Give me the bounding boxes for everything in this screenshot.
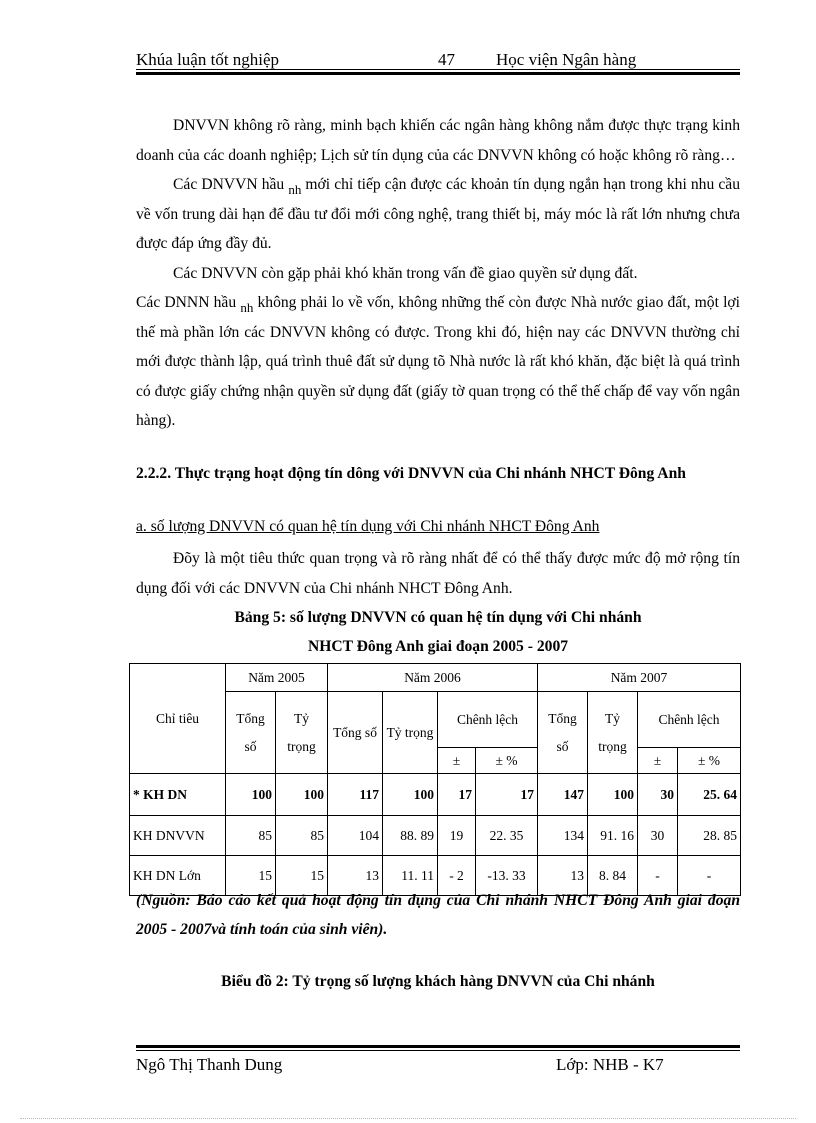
footer-rule-thin (136, 1050, 740, 1051)
paragraph-4 (136, 288, 740, 436)
cell: 19 (438, 816, 476, 856)
cell: 85 (226, 816, 276, 856)
p4-start: Các DNNN hầu (136, 294, 241, 311)
p2-end: mới chỉ tiếp cận được các khoản tín dụng ngắn hạn trong khi nhu cầu về vốn trung dài hạn để đầu tư đổi mới công nghệ, trang thiết bị, máy móc là rất lớn nhưng chưa được đáp ứng đầy đủ. (136, 176, 740, 252)
header-left: Khúa luận tốt nghiệp (136, 50, 280, 69)
cell: 30 (638, 774, 678, 816)
footer-class: Lớp: NHB - K7 (556, 1055, 664, 1074)
p2-start: Các DNVVN hầu (173, 176, 289, 193)
paragraph-2 (136, 170, 740, 259)
header-right: Học viện Ngân hàng (496, 50, 637, 69)
cell: 17 (438, 774, 476, 816)
header-tong-so: Tổng số (328, 692, 383, 774)
cell: 100 (226, 774, 276, 816)
row-label: * KH DN (130, 774, 226, 816)
cell: 17 (476, 774, 538, 816)
paragraph-5: Đõy là một tiêu thức quan trọng và rõ ràng nhất để có thể thấy được mức độ mở rộng tín dụng đối với các DNVVN của Chi nhánh NHCT Đông Anh. (136, 550, 740, 597)
table-row (130, 774, 741, 816)
table-caption (136, 603, 740, 661)
cell: 91. 16 (588, 816, 638, 856)
row-label: KH DNVVN (130, 816, 226, 856)
header-year-2006: Năm 2006 (328, 664, 538, 692)
cell: 100 (588, 774, 638, 816)
cell: 15 (276, 856, 328, 896)
header-ty-trong: Tỷ trọng (588, 692, 638, 774)
header-pm: ± (438, 748, 476, 774)
cell: 25. 64 (678, 774, 741, 816)
header-chi-tieu: Chỉ tiêu (130, 664, 226, 774)
table-caption-line2: NHCT Đông Anh giai đoạn 2005 - 2007 (307, 638, 569, 655)
cell: 100 (276, 774, 328, 816)
cell: 13 (328, 856, 383, 896)
cell: 15 (226, 856, 276, 896)
footer-rule-thick (136, 1045, 740, 1048)
header-year-2005: Năm 2005 (226, 664, 328, 692)
cell: - (638, 856, 678, 896)
header-ty-trong: Tỷ trọng (276, 692, 328, 774)
section-heading: 2.2.2. Thực trạng hoạt động tín dông với DNVVN của Chi nhánh NHCT Đông Anh (136, 465, 686, 482)
row-label: KH DN Lớn (130, 856, 226, 896)
cell: -13. 33 (476, 856, 538, 896)
cell: 13 (538, 856, 588, 896)
cell: 85 (276, 816, 328, 856)
cell: 22. 35 (476, 816, 538, 856)
cell: 147 (538, 774, 588, 816)
cell: 8. 84 (588, 856, 638, 896)
paragraph-5-wrap (136, 544, 740, 603)
table-caption-line1: Bảng 5: số lượng DNVVN có quan hệ tín dụng với Chi nhánh (234, 609, 642, 626)
cell: 11. 11 (383, 856, 438, 896)
p2-small: nh (288, 182, 302, 197)
p4-end: không phải lo về vốn, không những thế còn được Nhà nước giao đất, một lợi thế mà phần lớn các DNVVN không có được. Trong khi đó, hiện nay các DNVVN thường chỉ mới được thành lập, quá trình thuê đất sử dụng tõ Nhà nước là rất khó khăn, đặc biệt là quá trình có được giấy chứng nhận quyền sử dụng đất (giấy tờ quan trọng có thể thế chấp để vay vốn ngân hàng). (136, 294, 741, 429)
p4-small: nh (240, 300, 254, 315)
header-rule-thin (136, 69, 740, 70)
page-edge (20, 1118, 796, 1119)
paragraph-1: DNVVN không rõ ràng, minh bạch khiến các ngân hàng không nắm được thực trạng kinh doanh của các doanh nghiệp; Lịch sử tín dụng của các DNVVN không có hoặc không rõ ràng… (136, 117, 740, 164)
cell: 117 (328, 774, 383, 816)
source-note: (Nguồn: Báo cáo kết quả hoạt động tín dụng của Chi nhánh NHCT Đông Anh giai đoạn 2005 - 2007và tính toán của sinh viên). (136, 892, 740, 938)
header-tong-so: Tổng số (538, 692, 588, 774)
header-ty-trong: Tỷ trọng (383, 692, 438, 774)
cell: 88. 89 (383, 816, 438, 856)
header-tong-so: Tổng số (226, 692, 276, 774)
cell: - 2 (438, 856, 476, 896)
header-rule-thick (136, 72, 740, 75)
cell: 100 (383, 774, 438, 816)
cell: 134 (538, 816, 588, 856)
footer-author: Ngô Thị Thanh Dung (136, 1055, 283, 1074)
table-row (130, 816, 741, 856)
page-number: 47 (438, 50, 455, 69)
data-table (129, 663, 741, 896)
body-text (136, 111, 740, 436)
header-chenh-lech: Chênh lệch (438, 692, 538, 748)
cell: 30 (638, 816, 678, 856)
cell: 104 (328, 816, 383, 856)
header-pm: ± (638, 748, 678, 774)
header-year-2007: Năm 2007 (538, 664, 741, 692)
chart-caption: Biểu đồ 2: Tỷ trọng số lượng khách hàng DNVVN của Chi nhánh (221, 973, 655, 990)
cell: 28. 85 (678, 816, 741, 856)
paragraph-3: Các DNVVN còn gặp phải khó khăn trong vấn đề giao quyền sử dụng đất. (173, 264, 638, 282)
header-chenh-lech: Chênh lệch (638, 692, 741, 748)
subsection-heading: a. số lượng DNVVN có quan hệ tín dụng với Chi nhánh NHCT Đông Anh (136, 518, 600, 535)
header-pm-pct: ± % (678, 748, 741, 774)
cell: - (678, 856, 741, 896)
header-pm-pct: ± % (476, 748, 538, 774)
